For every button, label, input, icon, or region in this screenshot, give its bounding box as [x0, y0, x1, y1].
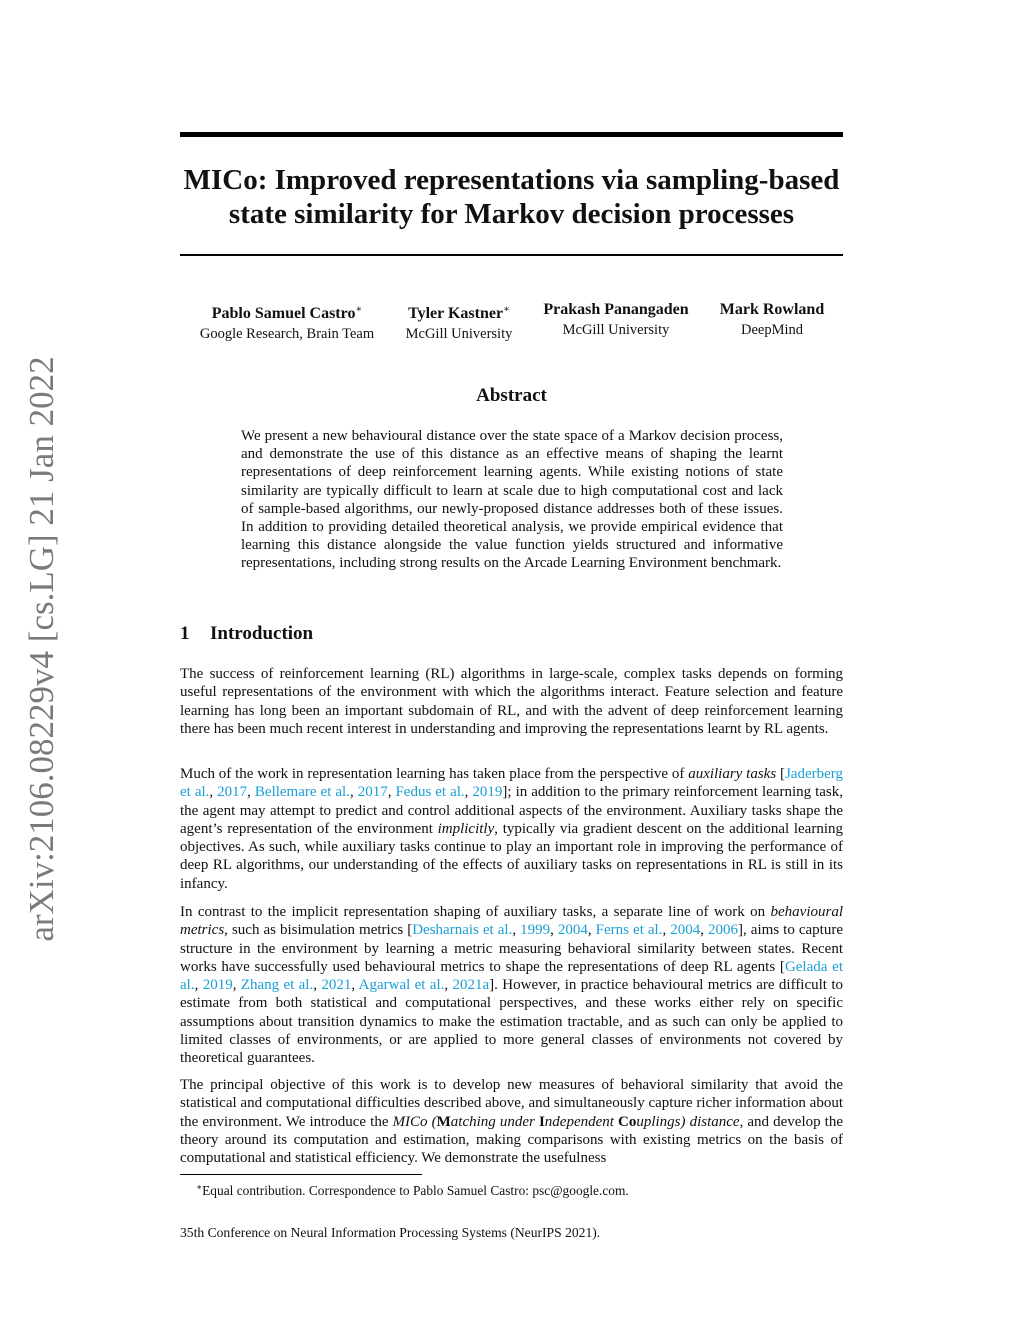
- citation-link[interactable]: 2004: [670, 922, 701, 939]
- footnote-text: Equal contribution. Correspondence to Pablo Samuel Castro: psc@google.com.: [202, 1183, 629, 1198]
- author-affiliation: Google Research, Brain Team: [199, 326, 375, 342]
- citation-link[interactable]: Gelada et al.: [180, 958, 843, 993]
- text-run: ], aims to capture structure in the environment by learning a metric measuring behavioral similarity between states. Recent works have successfully used behavioural metrics to shape the representations of deep RL agents [: [180, 922, 844, 975]
- author-block-4: [707, 300, 837, 340]
- author-mark: ∗: [503, 304, 510, 315]
- text-run: ,: [209, 784, 218, 801]
- intro-paragraph-4: [180, 1076, 843, 1167]
- citation-link[interactable]: 2021: [321, 977, 352, 993]
- text-run: ,: [550, 922, 558, 939]
- text-run: In contrast to the implicit representation shaping of auxiliary tasks, a separate line of work on: [180, 904, 771, 920]
- author-affiliation: DeepMind: [740, 322, 803, 338]
- citation-link[interactable]: 2004: [557, 922, 588, 939]
- emphasis: auxiliary tasks: [688, 766, 777, 782]
- text-run: ,: [247, 784, 255, 801]
- text-run: ,: [232, 977, 241, 993]
- bold-letter: M: [436, 1113, 451, 1130]
- text-run: Much of the work in representation learning has taken place from the perspective of: [180, 766, 689, 782]
- author-affiliation: McGill University: [405, 326, 513, 342]
- abstract-heading: Abstract: [476, 385, 547, 406]
- intro-paragraph-1: The success of reinforcement learning (RL) algorithms in large-scale, complex tasks depends on forming useful representations of the environment with which the algorithms interact. Feature selection and feature learning has long been an important subdomain of RL, and with the advent of deep reinforcement learning there has been much recent interest in understanding and improving the representations learnt by RL agents.: [180, 666, 843, 737]
- text-run: ,: [700, 922, 709, 939]
- emphasis: MICo (: [392, 1113, 437, 1130]
- text-run: ,: [662, 922, 671, 939]
- text-run: , typically via gradient descent on the additional learning objectives. As such, while auxiliary tasks continue to play an important role in improving the performance of deep RL algorithms, our understanding of the effects of auxiliary tasks on representations in RL is still in its infancy.: [180, 820, 843, 892]
- citation-link[interactable]: 2006: [708, 922, 739, 939]
- arxiv-side-stamp: arXiv:2106.08229v4 [cs.LG] 21 Jan 2022: [22, 356, 61, 942]
- author-name: Tyler Kastner: [408, 305, 504, 322]
- text-run: ,: [512, 922, 521, 939]
- text-run: ,: [351, 977, 359, 993]
- author-name: Mark Rowland: [719, 301, 825, 318]
- section-title: Introduction: [210, 623, 314, 644]
- emphasis: behavioural metrics: [180, 904, 843, 939]
- citation-link[interactable]: 1999: [520, 922, 551, 939]
- citation-link[interactable]: 2019: [202, 977, 233, 993]
- text-run: ,: [194, 977, 203, 993]
- text-run: The principal objective of this work is to develop new measures of behavioral similarity that avoid the statistical and computational difficulties described above, and simultaneously capture richer information about the environment. We introduce the: [180, 1077, 843, 1130]
- citation-link[interactable]: 2019: [472, 784, 503, 801]
- section-heading: [180, 622, 313, 646]
- text-run: ,: [444, 977, 453, 993]
- citation-link[interactable]: 2021a: [452, 977, 490, 993]
- text-run: ,: [387, 784, 396, 801]
- text-run: [: [776, 766, 785, 782]
- text-run: ,: [313, 977, 322, 993]
- title-bottom-rule: [180, 254, 843, 256]
- citation-link[interactable]: Bellemare et al.: [254, 784, 350, 801]
- author-block-1: [187, 300, 387, 344]
- intro-paragraph-2: [180, 765, 843, 893]
- citation-link[interactable]: Zhang et al.: [240, 977, 314, 993]
- abstract-body: We present a new behavioural distance over the state space of a Markov decision process, and demonstrate the use of this distance as an effective means of shaping the learnt representations of deep reinforcement learning agents. While existing notions of state similarity are typically difficult to learn at scale due to high computational cost and lack of sample-based algorithms, our newly-proposed distance addresses both of these issues. In addition to providing detailed theoretical analysis, we provide empirical evidence that learning this distance alongside the value function yields structured and informative representations, including strong results on the Arcade Learning Environment benchmark.: [241, 428, 783, 572]
- author-name: Prakash Panangaden: [543, 301, 689, 318]
- citation-link[interactable]: Jaderberg et al.: [180, 766, 843, 801]
- footnote: [196, 1178, 629, 1200]
- citation-link[interactable]: 2017: [217, 784, 248, 801]
- citation-link[interactable]: Fedus et al.: [395, 784, 465, 801]
- footnote-mark: ∗: [196, 1182, 203, 1192]
- author-block-2: [389, 300, 529, 344]
- author-mark: ∗: [355, 304, 363, 315]
- paper-title: [180, 163, 843, 231]
- text-run: , and develop the theory around its computation and estimation, making comparisons with existing metrics on the basis of computational and statistical efficiency. We demonstrate the usefulness: [180, 1113, 844, 1166]
- emphasis: implicitly: [437, 820, 495, 837]
- conference-venue: 35th Conference on Neural Information Processing Systems (NeurIPS 2021).: [180, 1225, 601, 1240]
- footnote-rule: [180, 1174, 422, 1175]
- citation-link[interactable]: Desharnais et al.: [412, 922, 513, 939]
- text-run: ,: [587, 922, 596, 939]
- title-top-rule: [180, 132, 843, 137]
- bold-letter: I: [538, 1113, 545, 1130]
- bold-letter: Co: [618, 1113, 637, 1130]
- text-run: ]. However, in practice behavioural metrics are difficult to estimate from both statistical and computational perspectives, and these works either rely on specific assumptions about transition dynamics to make the estimation tractable, and as such can only be applied to limited classes of environments, or are applied to more general classes of environments not covered by theoretical guarantees.: [180, 977, 843, 1066]
- emphasis: atching under: [450, 1113, 539, 1130]
- intro-paragraph-3: [180, 903, 843, 1067]
- citation-link[interactable]: Ferns et al.: [595, 922, 663, 939]
- text-run: ,: [464, 784, 473, 801]
- author-affiliation: McGill University: [562, 322, 670, 338]
- author-name: Pablo Samuel Castro: [211, 305, 356, 322]
- text-run: ]; in addition to the primary reinforcement learning task, the agent may attempt to predict and control additional aspects of the environment. Auxiliary tasks shape the agent’s representation of the environment: [180, 784, 844, 837]
- emphasis: uplings) distance: [636, 1113, 740, 1130]
- citation-link[interactable]: 2017: [357, 784, 388, 801]
- author-block-3: [532, 300, 700, 340]
- citation-link[interactable]: Agarwal et al.: [358, 977, 445, 993]
- title-line-2: state similarity for Markov decision processes: [228, 198, 795, 230]
- title-line-1: MICo: Improved representations via sampling-based: [183, 164, 840, 196]
- text-run: ,: [349, 784, 358, 801]
- text-run: , such as bisimulation metrics [: [224, 922, 413, 939]
- section-number: 1: [180, 623, 190, 644]
- emphasis: ndependent: [544, 1113, 618, 1130]
